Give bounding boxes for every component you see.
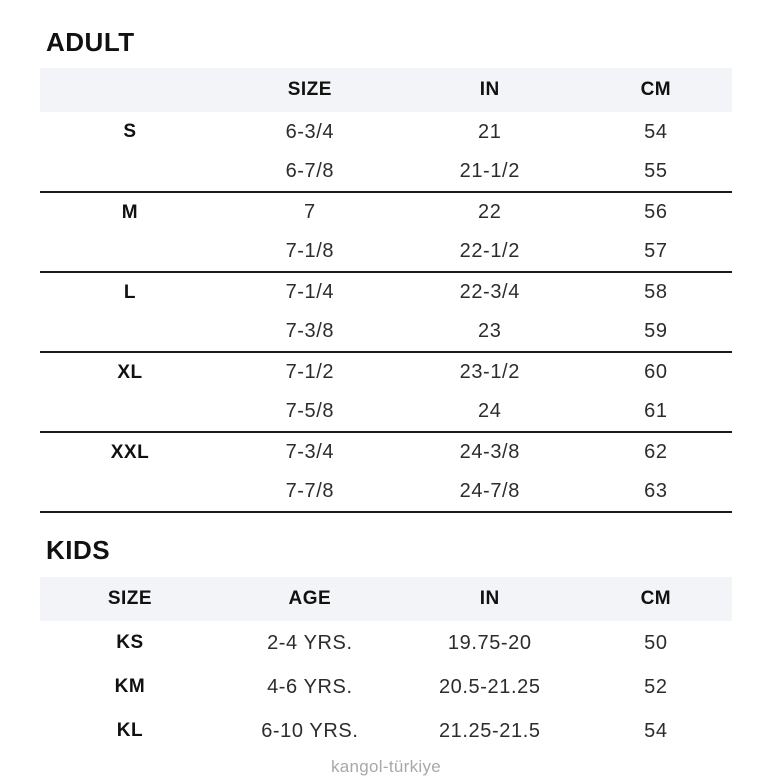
adult-cell-in: 24-7/8 (400, 472, 580, 512)
table-row (40, 312, 732, 352)
table-row (40, 232, 732, 272)
kids-cell-cm: 54 (644, 719, 668, 742)
kids-header-size: SIZE (40, 577, 220, 621)
kids-cell-age: 6-10 YRS. (261, 719, 359, 742)
adult-cell-in: 24 (400, 392, 580, 432)
kids-cell-in: 21.25-21.5 (438, 719, 541, 742)
adult-size-label (40, 232, 220, 272)
adult-cell-in: 21-1/2 (400, 152, 580, 192)
kids-header-cm: CM (580, 577, 732, 621)
adult-cell-size: 6-3/4 (285, 120, 335, 143)
adult-cell-in: 23 (400, 312, 580, 352)
kids-cell-age: 2-4 YRS. (267, 631, 353, 654)
adult-cell-size: 7 (303, 201, 316, 223)
adult-cell-size: 7-7/8 (220, 472, 400, 512)
adult-cell-size: 6-7/8 (220, 152, 400, 192)
adult-cell-cm: 56 (644, 201, 668, 223)
adult-size-label: XXL (110, 441, 150, 463)
adult-cell-cm: 58 (644, 281, 668, 303)
adult-cell-in: 22-1/2 (400, 232, 580, 272)
kids-header-in: IN (400, 577, 580, 621)
adult-cell-cm: 63 (580, 472, 732, 512)
adult-size-label (40, 472, 220, 512)
kids-header-age: AGE (220, 577, 400, 621)
adult-section-title: ADULT (46, 27, 135, 57)
adult-cell-cm: 55 (580, 152, 732, 192)
table-row (40, 709, 732, 753)
adult-cell-size: 7-1/2 (285, 361, 335, 383)
adult-cell-size: 7-1/8 (220, 232, 400, 272)
kids-size-label: KS (116, 632, 144, 653)
adult-cell-cm: 61 (580, 392, 732, 432)
adult-header-row (40, 68, 732, 112)
adult-size-label (40, 392, 220, 432)
adult-cell-size: 7-5/8 (220, 392, 400, 432)
kids-size-label: KM (114, 676, 146, 697)
table-row (40, 621, 732, 665)
adult-header-empty (40, 68, 220, 112)
kids-cell-age: 4-6 YRS. (267, 675, 353, 698)
table-row (40, 392, 732, 432)
kids-cell-in: 19.75-20 (447, 631, 532, 654)
adult-header-in: IN (400, 68, 580, 112)
table-row (40, 472, 732, 512)
adult-cell-cm: 62 (644, 441, 668, 463)
adult-cell-in: 24-3/8 (459, 441, 520, 463)
adult-size-label: L (123, 281, 136, 303)
kids-section-title: KIDS (46, 535, 111, 565)
adult-cell-cm: 54 (644, 120, 668, 143)
adult-cell-in: 22 (478, 201, 502, 223)
table-row (40, 352, 732, 392)
kids-cell-cm: 50 (644, 631, 668, 654)
adult-size-label: M (121, 201, 139, 223)
kids-header-row (40, 577, 732, 621)
table-row (40, 152, 732, 192)
footer-watermark: kangol-türkiye (330, 757, 442, 776)
adult-size-table (40, 68, 732, 513)
adult-size-label (40, 312, 220, 352)
adult-size-label: S (123, 121, 137, 142)
adult-cell-size: 7-1/4 (285, 281, 335, 303)
adult-cell-cm: 60 (644, 361, 668, 383)
adult-cell-cm: 57 (580, 232, 732, 272)
adult-size-label (40, 152, 220, 192)
adult-header-cm: CM (580, 68, 732, 112)
adult-cell-in: 23-1/2 (459, 361, 520, 383)
adult-cell-size: 7-3/8 (220, 312, 400, 352)
adult-size-label: XL (117, 361, 143, 383)
table-row (40, 112, 732, 152)
table-row (40, 665, 732, 709)
table-row (40, 272, 732, 312)
kids-size-table (40, 577, 732, 753)
adult-cell-size: 7-3/4 (285, 441, 335, 463)
adult-cell-in: 21 (478, 120, 502, 143)
adult-header-size: SIZE (220, 68, 400, 112)
adult-cell-in: 22-3/4 (459, 281, 520, 303)
table-row (40, 432, 732, 472)
adult-cell-cm: 59 (580, 312, 732, 352)
kids-size-label: KL (116, 720, 144, 741)
kids-cell-cm: 52 (644, 675, 668, 698)
kids-cell-in: 20.5-21.25 (438, 675, 541, 698)
table-row (40, 192, 732, 232)
